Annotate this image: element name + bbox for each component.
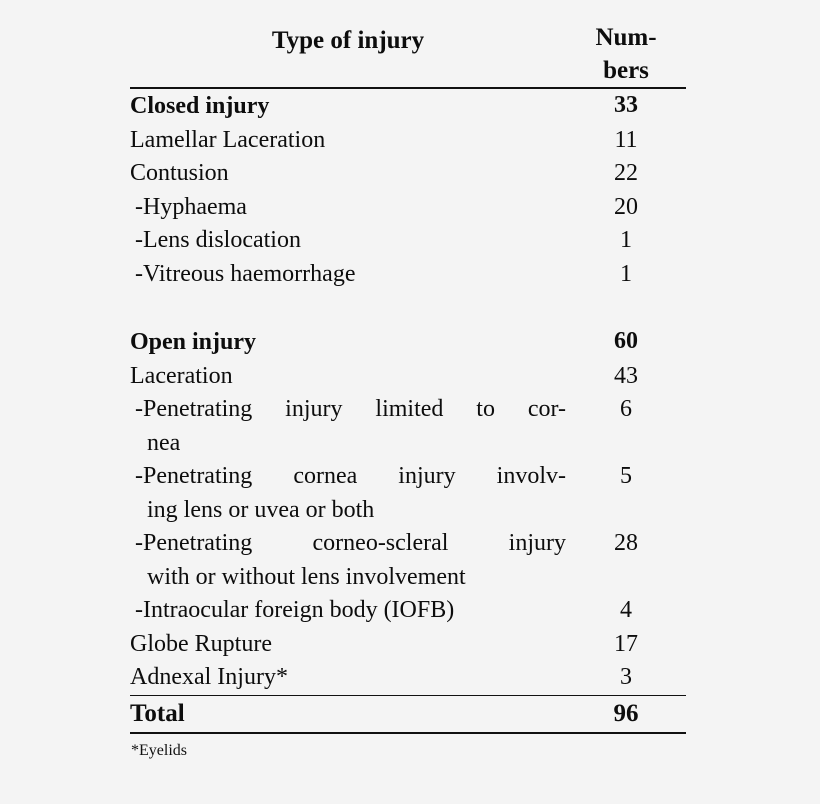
row-value: 17 xyxy=(614,630,638,657)
row-value: 28 xyxy=(614,530,638,556)
table-row xyxy=(130,360,686,394)
table-row xyxy=(130,224,686,258)
column-header-numbers-line2: bers xyxy=(603,56,649,84)
table-row xyxy=(130,258,686,292)
table-footnote: *Eyelids xyxy=(131,742,187,759)
row-value: 6 xyxy=(620,396,632,422)
row-value: 33 xyxy=(614,92,638,118)
row-value: 20 xyxy=(614,193,638,220)
row-label-line2: nea xyxy=(147,429,181,456)
row-label: -Intraocular foreign body (IOFB) xyxy=(135,597,455,623)
row-label xyxy=(130,527,566,594)
table-row xyxy=(130,157,686,191)
column-header-type: Type of injury xyxy=(271,27,425,54)
row-value: 3 xyxy=(620,664,632,690)
row-value: 4 xyxy=(620,597,632,623)
row-label-line2: ing lens or uvea or both xyxy=(147,496,375,523)
row-label xyxy=(130,460,566,527)
row-label-line1: -Penetrating injury limited to cor- xyxy=(135,396,566,422)
row-label: Lamellar Laceration xyxy=(130,126,326,153)
row-value: 11 xyxy=(614,126,638,153)
row-label-line1: -Penetrating corneo-scleral injury xyxy=(135,530,566,556)
table-row xyxy=(130,325,686,360)
injury-table-container xyxy=(130,22,686,734)
total-label: Total xyxy=(130,699,185,727)
row-value: 22 xyxy=(614,160,638,186)
row-label-line2: with or without lens involvement xyxy=(147,563,466,590)
total-value: 96 xyxy=(613,699,639,727)
table-row xyxy=(130,527,686,594)
injury-table xyxy=(130,22,686,734)
spacer-left xyxy=(130,291,566,325)
total-row xyxy=(130,695,686,732)
row-label: Laceration xyxy=(130,362,233,389)
column-header-numbers xyxy=(566,22,686,87)
table-row xyxy=(130,460,686,527)
column-header-numbers-line1: Num- xyxy=(595,24,657,51)
row-label: Open injury xyxy=(130,329,257,355)
row-label-line1: -Penetrating cornea injury involv- xyxy=(135,463,566,489)
row-label: -Hyphaema xyxy=(135,193,247,220)
row-value: 5 xyxy=(620,463,632,489)
table-row xyxy=(130,628,686,662)
row-label: -Vitreous haemorrhage xyxy=(135,260,356,287)
row-label: Globe Rupture xyxy=(130,630,272,657)
table-body xyxy=(130,88,686,733)
table-row xyxy=(130,191,686,225)
spacer-right xyxy=(566,291,686,325)
header-row xyxy=(130,22,686,87)
row-label: Contusion xyxy=(130,160,229,186)
bottom-rule-right xyxy=(566,732,686,733)
table-row xyxy=(130,88,686,124)
row-value: 60 xyxy=(614,328,638,354)
row-value: 43 xyxy=(614,362,638,389)
row-label: Adnexal Injury* xyxy=(130,664,288,690)
table-row xyxy=(130,393,686,460)
table-bottom-rule xyxy=(130,732,686,733)
table-row xyxy=(130,594,686,628)
table-header xyxy=(130,22,686,88)
row-label: Closed injury xyxy=(130,93,270,119)
bottom-rule-left xyxy=(130,732,566,733)
row-label xyxy=(130,393,566,460)
section-spacer xyxy=(130,291,686,325)
table-row xyxy=(130,661,686,695)
table-row xyxy=(130,124,686,158)
row-label: -Lens dislocation xyxy=(135,227,301,253)
row-value: 1 xyxy=(620,260,632,287)
row-value: 1 xyxy=(620,227,632,253)
